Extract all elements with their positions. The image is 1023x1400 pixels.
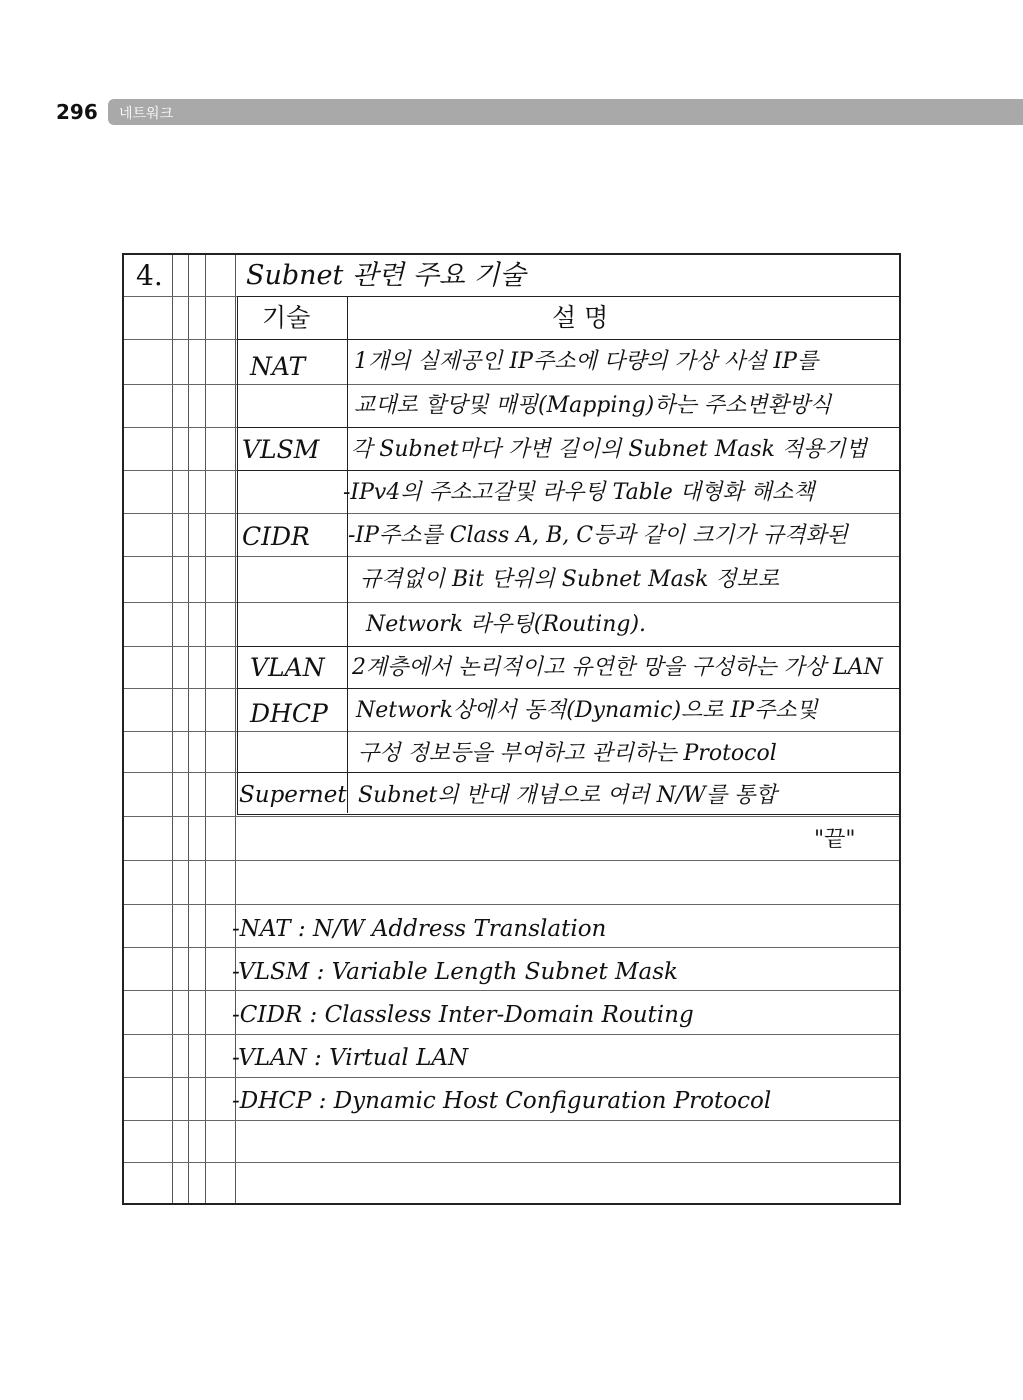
column-header-tech: 기술	[262, 303, 311, 332]
tech-name: Supernet	[239, 782, 347, 808]
ruled-line	[124, 816, 899, 817]
table-row-divider	[237, 470, 901, 471]
abbreviation-line: -NAT : N/W Address Translation	[232, 916, 607, 942]
tech-description-line: 구성 정보등을 부여하고 관리하는 Protocol	[358, 741, 777, 766]
table-header-divider	[237, 339, 901, 340]
tech-name: CIDR	[242, 522, 310, 551]
ruled-line	[124, 1162, 899, 1163]
tech-description-line: -IPv4의 주소고갈및 라우팅 Table 대형화 해소책	[343, 480, 815, 505]
answer-sheet	[122, 253, 901, 1205]
ruled-line	[124, 1077, 899, 1078]
margin-line	[188, 255, 189, 1203]
tech-description-line: 교대로 할당및 매핑(Mapping)하는 주소변환방식	[354, 393, 832, 418]
tech-description-line: 1개의 실제공인 IP주소에 다량의 가상 사설 IP를	[354, 349, 819, 374]
abbreviation-line: -DHCP : Dynamic Host Configuration Protocol	[232, 1088, 772, 1114]
tech-description-line: 각 Subnet마다 가변 길이의 Subnet Mask 적용기법	[351, 437, 867, 462]
tech-name: VLAN	[250, 653, 325, 682]
column-header-description: 설 명	[552, 303, 609, 332]
section-title: 네트워크	[119, 106, 174, 122]
tech-name: VLSM	[242, 435, 320, 464]
ruled-line	[124, 860, 899, 861]
tech-description-line: Subnet의 반대 개념으로 여러 N/W를 통합	[358, 783, 777, 808]
table-column-divider	[347, 296, 348, 813]
tech-description-line: Network상에서 동적(Dynamic)으로 IP주소및	[356, 698, 818, 723]
table-row-divider	[237, 688, 901, 689]
section-header-bar	[108, 99, 1023, 125]
table-row-divider	[237, 427, 901, 428]
abbreviation-line: -VLSM : Variable Length Subnet Mask	[232, 959, 678, 985]
tech-description-line: 규격없이 Bit 단위의 Subnet Mask 정보로	[360, 567, 780, 592]
table-row-divider	[237, 772, 901, 773]
tech-description-line: -IP주소를 Class A, B, C등과 같이 크기가 규격화된	[348, 523, 848, 548]
ruled-line	[124, 1120, 899, 1121]
question-number: 4.	[136, 259, 163, 292]
page-number: 296	[56, 100, 98, 124]
ruled-line	[124, 990, 899, 991]
tech-name: DHCP	[250, 699, 328, 728]
margin-line	[205, 255, 206, 1203]
abbreviation-line: -VLAN : Virtual LAN	[232, 1045, 469, 1071]
tech-description-line: Network 라우팅(Routing).	[366, 612, 647, 637]
ruled-line	[124, 904, 899, 905]
tech-description-line: 2계층에서 논리적이고 유연한 망을 구성하는 가상 LAN	[352, 655, 883, 680]
ruled-line	[124, 1034, 899, 1035]
margin-line	[172, 255, 173, 1203]
table-row-divider	[237, 646, 901, 647]
end-mark: "끝"	[814, 827, 856, 852]
ruled-line	[124, 947, 899, 948]
abbreviation-line: -CIDR : Classless Inter-Domain Routing	[232, 1002, 694, 1028]
topic-title: Subnet 관련 주요 기술	[246, 260, 526, 291]
tech-name: NAT	[250, 352, 306, 381]
